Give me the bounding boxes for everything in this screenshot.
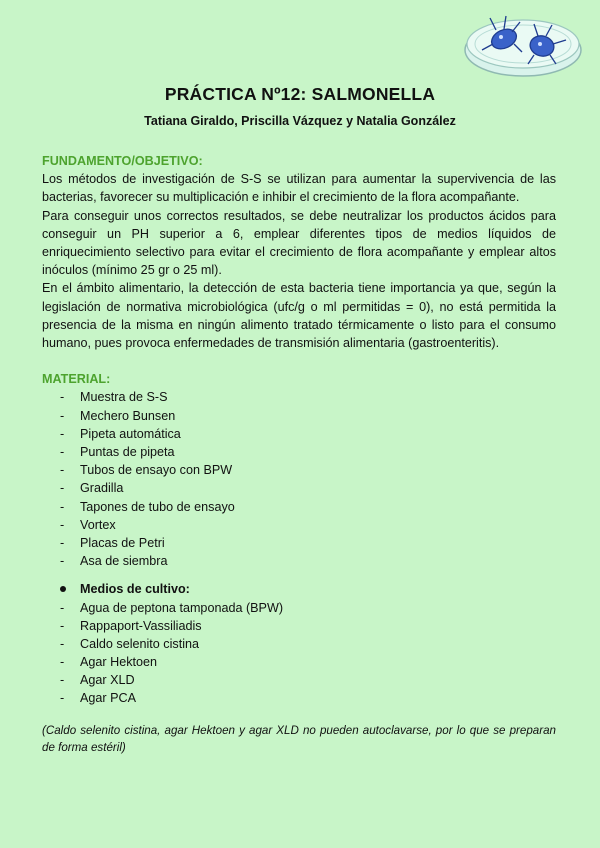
material-list (42, 388, 556, 570)
material-heading: MATERIAL: (42, 372, 111, 387)
list-item: - Muestra de S-S (42, 388, 556, 406)
list-item: - Tubos de ensayo con BPW (42, 461, 556, 479)
list-item: - Mechero Bunsen (42, 407, 556, 425)
dash-marker: - (60, 390, 65, 405)
list-item: - Gradilla (42, 479, 556, 497)
list-item: - Caldo selenito cistina (42, 635, 556, 653)
dash-marker: - (60, 499, 65, 514)
dash-marker: - (60, 481, 65, 496)
dash-marker: - (60, 691, 65, 706)
list-item: - Rappaport-Vassiliadis (42, 617, 556, 635)
page-title: PRÁCTICA Nº12: SALMONELLA (164, 84, 436, 104)
list-item: - Agar PCA (42, 689, 556, 707)
fundamento-heading: FUNDAMENTO/OBJETIVO: (42, 154, 203, 168)
list-item: - Vortex (42, 516, 556, 534)
list-item: - Puntas de pipeta (42, 443, 556, 461)
medios-list (42, 599, 556, 708)
list-item: - Tapones de tubo de ensayo (42, 498, 556, 516)
content (42, 152, 556, 756)
bullet-dot-icon (60, 586, 66, 592)
fundamento-paragraph: Para conseguir unos correctos resultados, se debe neutralizar los productos ácidos para conseguir un PH superior a 6, emplear diferentes tipos de medios líquidos de enriquecimiento selectivo para evitar el crecimiento de flora acompañante y emplear altos inóculos (mínimo 25 gr o 25 ml). (42, 208, 556, 278)
dash-marker: - (60, 618, 65, 633)
list-item: - Placas de Petri (42, 534, 556, 552)
dash-marker: - (60, 554, 65, 569)
petri-dish-bacteria-illustration (460, 6, 586, 82)
fundamento-paragraph: Los métodos de investigación de S-S se utilizan para aumentar la supervivencia de las bacterias, favorecer su multiplicación e inhibir el crecimiento de la flora acompañante. (42, 172, 556, 205)
dash-marker: - (60, 463, 65, 478)
dash-marker: - (60, 408, 65, 423)
list-item: - Pipeta automática (42, 425, 556, 443)
fundamento-paragraph: En el ámbito alimentario, la detección de esta bacteria tiene importancia ya que, según la legislación de normativa microbiológica (ufc/g o ml permitidas = 0), no está permitida la presencia de la misma en ningún alimento tratado térmicamente o listo para el consumo humano, pues provoca enfermedades de transmisión alimentaria (gastroenteritis). (42, 281, 556, 351)
dash-marker: - (60, 517, 65, 532)
dash-marker: - (60, 673, 65, 688)
list-item: - Asa de siembra (42, 552, 556, 570)
autoclave-note: (Caldo selenito cistina, agar Hektoen y agar XLD no pueden autoclavarse, por lo que se preparan de forma estéril) (42, 723, 556, 754)
list-item: - Agar XLD (42, 671, 556, 689)
list-item: - Agua de peptona tamponada (BPW) (42, 599, 556, 617)
medios-heading: Medios de cultivo: (42, 580, 556, 598)
dash-marker: - (60, 655, 65, 670)
dash-marker: - (60, 636, 65, 651)
dash-marker: - (60, 445, 65, 459)
authors: Tatiana Giraldo, Priscilla Vázquez y Natalia González (144, 114, 456, 128)
dash-marker: - (60, 535, 65, 550)
dash-marker: - (60, 426, 65, 441)
list-item: - Agar Hektoen (42, 653, 556, 671)
dash-marker: - (60, 600, 65, 615)
